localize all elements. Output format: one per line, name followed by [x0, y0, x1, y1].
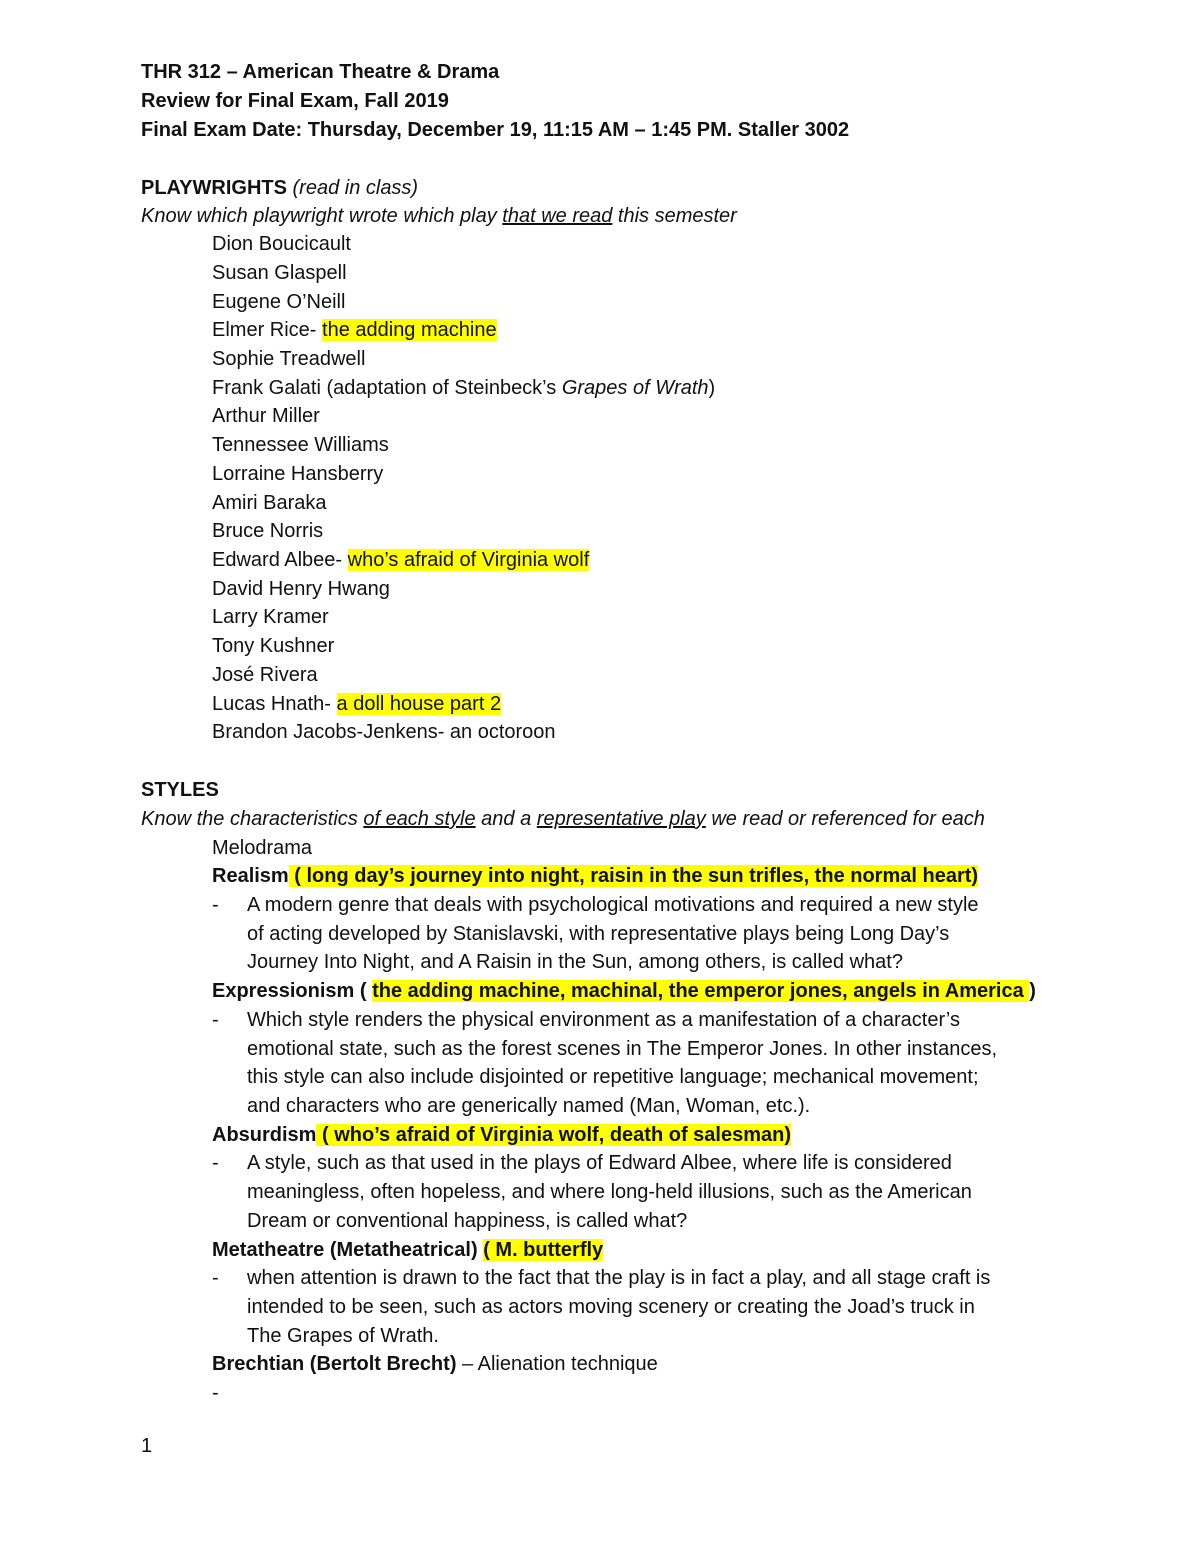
playwright-item: Larry Kramer [212, 606, 329, 628]
style-expressionism [212, 977, 1036, 1005]
highlight-text: who’s afraid of Virginia wolf [347, 549, 590, 571]
paren-close: ) [708, 377, 716, 399]
playwright-item: Tennessee Williams [212, 434, 389, 456]
highlight-text: the adding machine, machinal, the emperor jones, angels in America [372, 980, 1030, 1002]
style-description-line: and characters who are generically named (Man, Woman, etc.). [247, 1095, 811, 1117]
playwright-item: Dion Boucicault [212, 233, 351, 255]
playwright-item: Sophie Treadwell [212, 348, 366, 370]
play-title: Grapes of Wrath [561, 377, 709, 399]
playwright-name: Lucas Hnath- [212, 693, 337, 715]
highlight-text: ( who’s afraid of Virginia wolf, death of salesman) [316, 1124, 791, 1146]
review-title: Review for Final Exam, Fall 2019 [141, 90, 449, 112]
instr-post: this semester [612, 205, 737, 227]
style-realism [212, 862, 978, 890]
playwright-item: Amiri Baraka [212, 492, 327, 514]
instr-part: and a [475, 808, 537, 830]
style-description-line: when attention is drawn to the fact that the play is in fact a play, and all stage craft is [247, 1267, 991, 1289]
bullet-dash: - [212, 1267, 219, 1289]
style-name: Metatheatre (Metatheatrical) [212, 1239, 484, 1261]
style-description-line: meaningless, often hopeless, and where long-held illusions, such as the American [247, 1181, 972, 1203]
playwright-item: Arthur Miller [212, 405, 320, 427]
styles-heading: STYLES [141, 779, 219, 801]
instr-underlined: that we read [502, 205, 613, 227]
style-melodrama: Melodrama [212, 837, 313, 859]
style-description-line: intended to be seen, such as actors moving scenery or creating the Joad’s truck in [247, 1296, 975, 1318]
playwright-item: Bruce Norris [212, 520, 324, 542]
playwright-item: Eugene O’Neill [212, 291, 346, 313]
playwrights-heading-note: (read in class) [292, 177, 419, 199]
playwright-item [212, 690, 501, 718]
style-description-line: this style can also include disjointed or repetitive language; mechanical movement; [247, 1066, 979, 1088]
bullet-dash: - [212, 1152, 219, 1174]
style-absurdism [212, 1121, 791, 1149]
highlight-text: the adding machine [322, 319, 497, 341]
style-metatheatre [212, 1236, 603, 1264]
exam-date: Final Exam Date: Thursday, December 19, 11:15 AM – 1:45 PM. Staller 3002 [141, 119, 850, 141]
style-description-line: A style, such as that used in the plays of Edward Albee, where life is considered [247, 1152, 952, 1174]
style-description-line: emotional state, such as the forest scenes in The Emperor Jones. In other instances, [247, 1038, 998, 1060]
paren-close: ) [1029, 980, 1036, 1002]
playwrights-heading [141, 174, 418, 202]
instr-underlined: of each style [363, 808, 476, 830]
playwrights-heading-text: PLAYWRIGHTS [141, 177, 287, 199]
style-description-line: of acting developed by Stanislavski, with representative plays being Long Day’s [247, 923, 950, 945]
bullet-dash: - [212, 1009, 219, 1031]
playwright-name: Elmer Rice- [212, 319, 323, 341]
playwright-item: Brandon Jacobs-Jenkens- an octoroon [212, 721, 556, 743]
playwright-name: Frank Galati (adaptation of Steinbeck’s [212, 377, 562, 399]
instr-part: Know the characteristics [141, 808, 364, 830]
style-brechtian [212, 1350, 658, 1378]
style-description-line: Dream or conventional happiness, is called what? [247, 1210, 688, 1232]
instr-part: we read or referenced for each [705, 808, 985, 830]
style-name: Brechtian (Bertolt Brecht) [212, 1353, 457, 1375]
playwright-item [212, 546, 589, 574]
highlight-text: ( long day’s journey into night, raisin in the sun trifles, the normal heart) [288, 865, 979, 887]
playwright-item: David Henry Hwang [212, 578, 390, 600]
style-description-line: A modern genre that deals with psychological motivations and required a new style [247, 894, 979, 916]
highlight-text: ( M. butterfly [483, 1239, 604, 1261]
bullet-dash: - [212, 894, 219, 916]
style-description-line: The Grapes of Wrath. [247, 1325, 439, 1347]
playwright-item: Susan Glaspell [212, 262, 347, 284]
playwright-item: Tony Kushner [212, 635, 335, 657]
bullet-dash: - [212, 1382, 219, 1404]
page-number: 1 [141, 1435, 153, 1457]
styles-instruction [141, 805, 985, 833]
playwright-item [212, 374, 715, 402]
style-name: Absurdism [212, 1124, 317, 1146]
instr-pre: Know which playwright wrote which play [141, 205, 503, 227]
style-subtitle: – Alienation technique [456, 1353, 658, 1375]
highlight-text: a doll house part 2 [336, 693, 502, 715]
style-description-line: Journey Into Night, and A Raisin in the Sun, among others, is called what? [247, 951, 903, 973]
playwright-name: Edward Albee- [212, 549, 348, 571]
playwright-item: José Rivera [212, 664, 318, 686]
style-description-line: Which style renders the physical environment as a manifestation of a character’s [247, 1009, 960, 1031]
style-name: Expressionism ( [212, 980, 373, 1002]
playwrights-instruction [141, 202, 737, 230]
playwright-item [212, 316, 497, 344]
playwright-item: Lorraine Hansberry [212, 463, 384, 485]
instr-underlined: representative play [536, 808, 706, 830]
style-name: Realism [212, 865, 289, 887]
course-title: THR 312 – American Theatre & Drama [141, 61, 500, 83]
